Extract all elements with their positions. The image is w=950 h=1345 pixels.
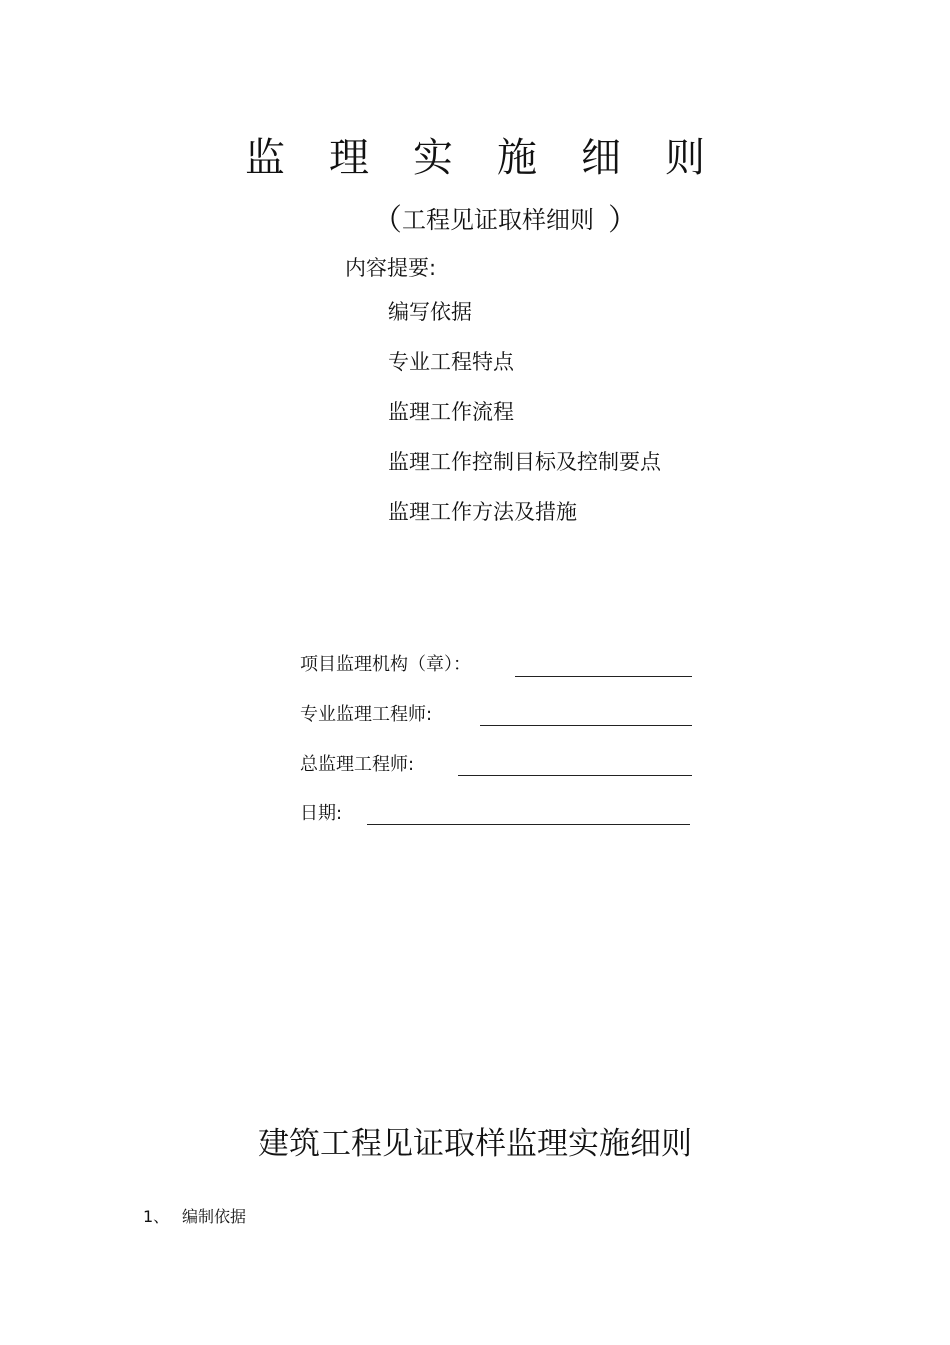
- signature-engineer-line[interactable]: [480, 725, 692, 726]
- main-title-char: 细: [581, 135, 621, 181]
- main-title-char: 监: [245, 135, 285, 181]
- subtitle-text: 工程见证取样细则: [402, 206, 594, 234]
- subtitle: [372, 200, 638, 241]
- section-item-text: 编制依据: [182, 1207, 247, 1226]
- summary-item: 编写依据: [388, 300, 472, 324]
- signature-chief-line[interactable]: [458, 775, 692, 776]
- main-title-char: 实: [413, 135, 453, 181]
- summary-item: 监理工作方法及措施: [388, 500, 577, 524]
- summary-list: [388, 298, 661, 548]
- main-title-char: 则: [665, 135, 705, 181]
- summary-label: 内容提要:: [345, 256, 437, 280]
- summary-item: 监理工作控制目标及控制要点: [388, 450, 661, 474]
- summary-item: 监理工作流程: [388, 400, 514, 424]
- main-title: [0, 130, 950, 186]
- subtitle-close-paren: ）: [608, 203, 638, 238]
- signature-date-label: 日期:: [300, 803, 343, 824]
- summary-item: 专业工程特点: [388, 350, 514, 374]
- signature-engineer-label: 专业监理工程师:: [300, 704, 433, 725]
- signature-date-line[interactable]: [367, 824, 690, 825]
- signature-chief-label: 总监理工程师:: [300, 754, 415, 775]
- section-item: [143, 1205, 246, 1229]
- section-item-number: 1、: [143, 1207, 170, 1226]
- subtitle-open-paren: （: [372, 203, 402, 238]
- signature-org-line[interactable]: [515, 676, 692, 677]
- section-title: 建筑工程见证取样监理实施细则: [258, 1126, 692, 1162]
- main-title-char: 理: [329, 135, 369, 181]
- main-title-char: 施: [497, 135, 537, 181]
- signature-org-label: 项目监理机构（章）：: [300, 654, 471, 675]
